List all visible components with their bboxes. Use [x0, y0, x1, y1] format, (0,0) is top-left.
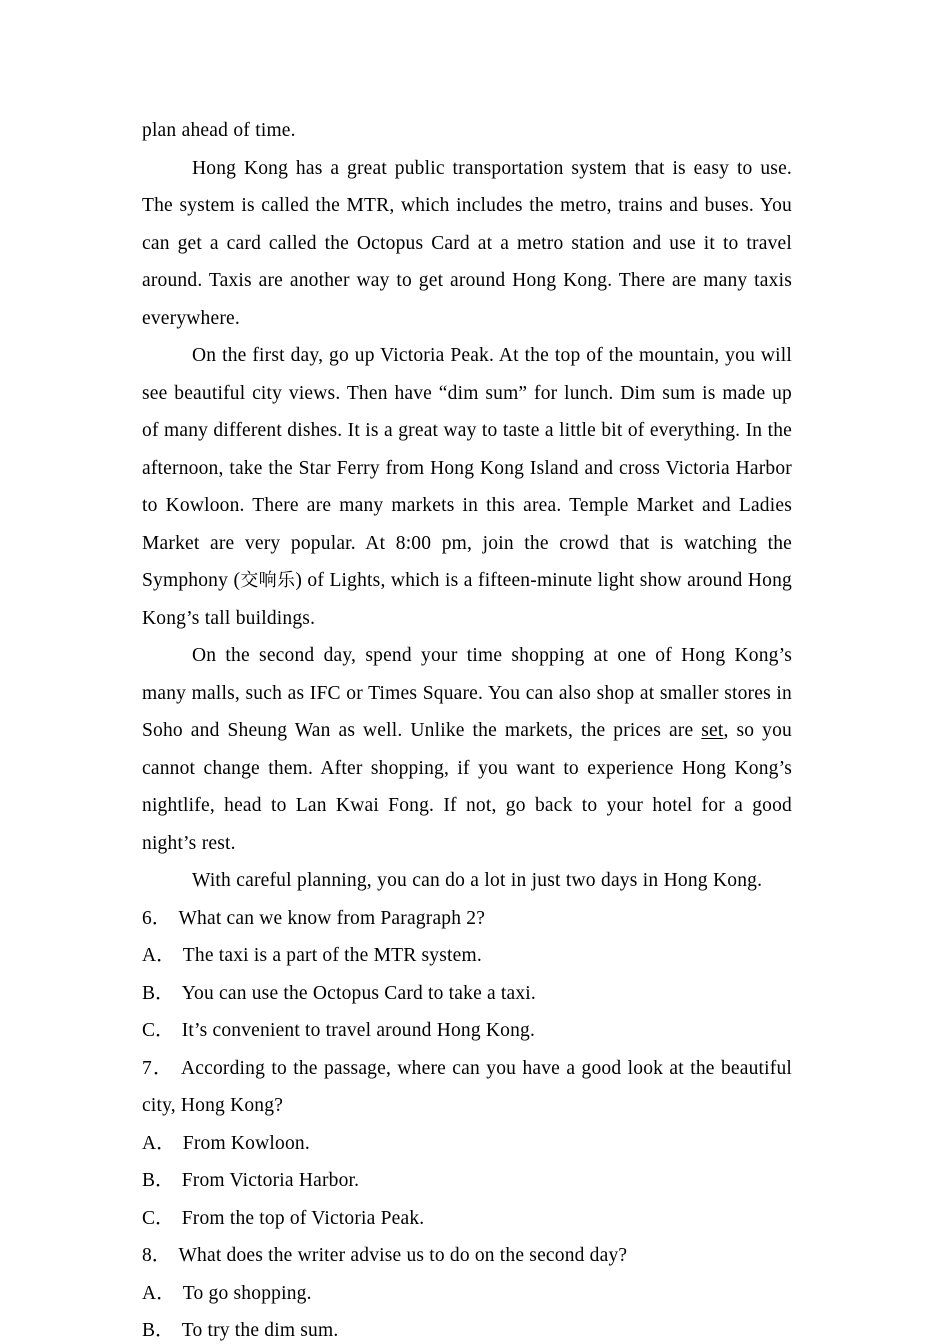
option-separator: ． — [156, 945, 176, 966]
question-6-stem — [142, 900, 792, 938]
passage-paragraph-3-text-after-underline: , so you cannot change them. After shopping, if you want to experience Hong Kong’s nightlife, head to Lan Kwai Fong. If not, go back to your hotel for a good night’s rest. — [142, 720, 792, 854]
underlined-word-set: set — [701, 720, 724, 741]
option-letter: B — [142, 1170, 156, 1191]
option-letter: A — [142, 1132, 157, 1154]
passage-paragraph-3-text-before-underline: On the second day, spend your time shopping at one of Hong Kong’s many malls, such as IFC or Times Square. You can also shop at smaller stores in Soho and Sheung Wan as well. Unlike the markets, the prices are — [142, 645, 792, 741]
question-7-option-c[interactable] — [142, 1200, 792, 1238]
question-8-option-a[interactable] — [142, 1275, 792, 1313]
passage-paragraph-1-text: Hong Kong has a great public transportation system that is easy to use. The system is called the MTR, which includes the metro, trains and buses. You can get a card called the Octopus Card at a metro station and use it to travel around. Taxis are another way to get around Hong Kong. There are many taxis everywhere. — [142, 157, 792, 329]
question-8-stem-text: What does the writer advise us to do on the second day? — [178, 1245, 628, 1266]
passage-paragraph-4: With careful planning, you can do a lot in just two days in Hong Kong. — [192, 870, 763, 891]
question-8-stem — [142, 1237, 792, 1275]
question-7-option-b[interactable] — [142, 1162, 792, 1200]
option-letter: A — [142, 1282, 157, 1304]
question-6-option-b[interactable] — [142, 975, 792, 1013]
chinese-gloss-symphony: 交响乐 — [240, 570, 296, 591]
option-letter: C — [142, 1020, 156, 1041]
passage-paragraph-2 — [142, 337, 792, 637]
option-text: The taxi is a part of the MTR system. — [182, 945, 482, 966]
question-6-option-a[interactable] — [142, 937, 792, 975]
passage-paragraph-3 — [142, 637, 792, 862]
option-separator: ． — [155, 1207, 175, 1229]
question-8-option-b[interactable] — [142, 1312, 792, 1344]
option-separator: ． — [155, 982, 175, 1004]
option-letter: C — [142, 1207, 156, 1229]
option-letter: B — [142, 1320, 156, 1341]
option-text: From Kowloon. — [182, 1132, 310, 1154]
question-6-number: 6 — [142, 907, 152, 929]
option-separator: ． — [155, 1320, 175, 1341]
option-separator: ． — [155, 1020, 175, 1041]
question-8-separator: ． — [151, 1245, 172, 1266]
question-7-number: 7 — [142, 1057, 152, 1079]
continued-line: plan ahead of time. — [142, 120, 296, 141]
option-text: From the top of Victoria Peak. — [181, 1207, 425, 1229]
passage-paragraph-2-text-after-gloss: ) of Lights, which is a fifteen-minute light show around Hong Kong’s tall buildings. — [142, 570, 792, 629]
question-7-stem-text: According to the passage, where can you have a good look at the beautiful city, Hong Kong? — [142, 1057, 793, 1116]
option-text: It’s convenient to travel around Hong Kong. — [181, 1020, 536, 1041]
question-7-stem — [142, 1050, 792, 1125]
question-6-option-c[interactable] — [142, 1012, 792, 1050]
page-content — [142, 112, 792, 1344]
option-text: To try the dim sum. — [181, 1320, 339, 1341]
option-separator: ． — [156, 1282, 176, 1304]
option-letter: B — [142, 982, 156, 1004]
option-text: You can use the Octopus Card to take a taxi. — [181, 982, 536, 1004]
option-letter: A — [142, 945, 157, 966]
question-7-option-a[interactable] — [142, 1125, 792, 1163]
question-8-number: 8 — [142, 1245, 152, 1266]
question-6-stem-text: What can we know from Paragraph 2? — [178, 907, 486, 929]
question-6-separator: ． — [151, 907, 172, 929]
option-separator: ． — [155, 1170, 175, 1191]
option-separator: ． — [156, 1132, 176, 1154]
question-7-separator: ． — [151, 1057, 174, 1079]
passage-paragraph-1 — [142, 150, 792, 338]
option-text: From Victoria Harbor. — [181, 1170, 360, 1191]
option-text: To go shopping. — [182, 1282, 312, 1304]
passage-paragraph-2-text-before-gloss: On the first day, go up Victoria Peak. At the top of the mountain, you will see beautiful city views. Then have “dim sum” for lunch. Dim sum is made up of many different dishes. It is a great way to taste a little bit of everything. In the afternoon, take the Star Ferry from Hong Kong Island and cross Victoria Harbor to Kowloon. There are many markets in this area. Temple Market and Ladies Market are very popular. At 8:00 pm, join the crowd that is watching the Symphony ( — [142, 345, 792, 591]
